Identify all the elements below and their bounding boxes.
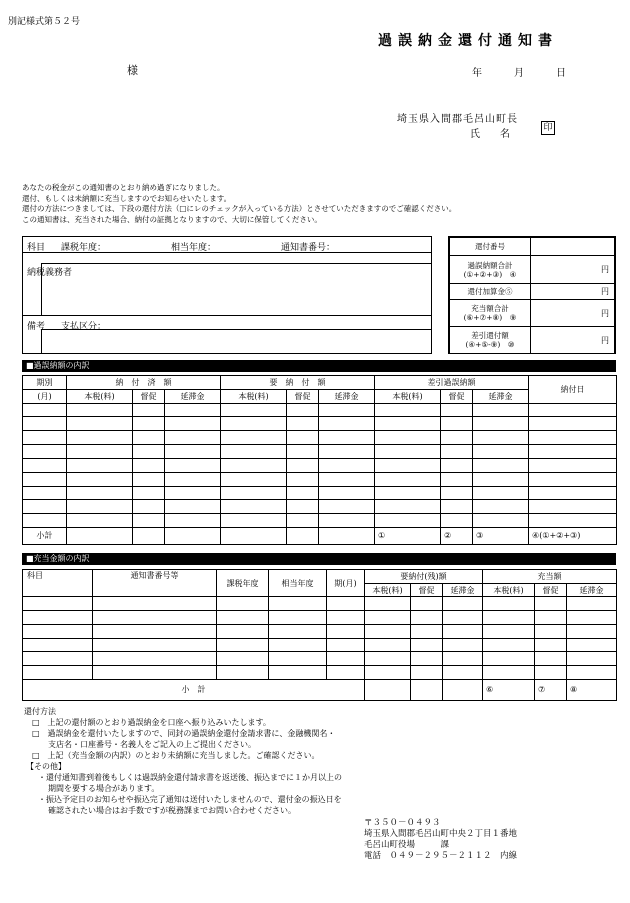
refund-add-label: 還付加算金⑤ <box>450 284 531 300</box>
paid-header: 納 付 済 額 <box>67 376 221 390</box>
taxpayer-label: 納税義務者 <box>27 268 73 278</box>
col-tokusoku: 督促 <box>411 583 443 597</box>
col-tokusoku: 督促 <box>133 389 165 403</box>
intro-line: 還付、もしくは未納額に充当しますのでお知らせいたします。 <box>22 193 232 203</box>
contact-address: 埼玉県入間郡毛呂山町中央２丁目１番地 <box>364 829 518 839</box>
table-row <box>23 486 617 500</box>
other-notes-title: 【その他】 <box>26 762 66 771</box>
method-option-claim-detail: 支店名・口座番号・名義人をご記入の上ご提出ください。 <box>48 740 256 749</box>
kago-breakdown-header: ■過誤納額の内訳 <box>22 360 616 372</box>
subtotal-row <box>23 527 617 544</box>
contact-zip: 〒３５０－０４９３ <box>364 818 441 828</box>
notice-number-label: 通知書番号： <box>281 243 336 253</box>
date-year: 年 <box>472 68 482 79</box>
net-refund-label: 差引還付額 (④+⑤-⑨) ⑩ <box>450 327 531 354</box>
period-header: 期別 <box>23 376 67 390</box>
refund-methods <box>24 706 614 816</box>
table-row <box>23 514 617 528</box>
table-row <box>23 638 617 652</box>
note-line: 確認されたい場合はお手数ですが税務課までお問い合わせください。 <box>48 806 296 815</box>
table-row <box>23 597 617 611</box>
table-row <box>23 472 617 486</box>
table-row <box>23 403 617 417</box>
remarks-label: 備考 <box>27 322 46 332</box>
mark-6: ⑥ <box>483 679 535 700</box>
col-main: 本税(料) <box>221 389 287 403</box>
table-row <box>23 445 617 459</box>
col-main: 本税(料) <box>365 583 411 597</box>
method-option-transfer[interactable]: □ 上記の還付額のとおり過誤納金を口座へ振り込みいたします。 <box>32 718 271 727</box>
kamoku-header: 科目 <box>23 570 93 597</box>
jutou-breakdown-table <box>22 569 617 701</box>
mark-7: ⑦ <box>535 679 567 700</box>
col-main: 本税(料) <box>67 389 133 403</box>
issuer-name-label: 氏 名 <box>470 129 510 140</box>
period-header: 期(月) <box>327 570 365 597</box>
refund-number-value <box>531 238 615 256</box>
date-month: 月 <box>514 68 524 79</box>
table-row <box>23 652 617 666</box>
table-row <box>23 624 617 638</box>
table-row <box>23 431 617 445</box>
notice-number-header: 通知書番号等 <box>93 570 217 597</box>
intro-line: 還付の方法につきましては、下段の還付方法（□にレのチェックが入っている方法）とさせていただきますのでご確認ください。 <box>22 204 457 213</box>
subtotal-label: 小 計 <box>23 679 365 700</box>
form-number: 別記様式第５２号 <box>8 17 81 27</box>
document-title: 過誤納金還付通知書 <box>378 33 558 49</box>
contact-phone: 電話 ０４９－２９５－２１１２ 内線 <box>364 851 518 861</box>
col-tokusoku: 督促 <box>287 389 319 403</box>
col-tokusoku: 督促 <box>535 583 567 597</box>
col-delay: 延滞金 <box>473 389 529 403</box>
contact-info <box>364 818 517 862</box>
month-header: (月) <box>23 389 67 403</box>
method-option-jutou[interactable]: □ 上記（充当金額の内訳）のとおり未納額に充当しました。ご確認ください。 <box>32 751 320 760</box>
jutou-header: 充当額 <box>483 570 617 584</box>
table-row <box>23 500 617 514</box>
intro-line: あなたの税金がこの通知書のとおり納め過ぎになりました。 <box>22 183 225 192</box>
kago-total-yen: 円 <box>531 256 615 284</box>
issue-date <box>446 64 566 79</box>
intro-text <box>22 183 622 225</box>
required-header: 要 納 付 額 <box>221 376 375 390</box>
col-delay: 延滞金 <box>319 389 375 403</box>
contact-office: 毛呂山町役場 課 <box>364 840 450 850</box>
taxpayer-info-box <box>22 236 432 354</box>
kamoku-label: 科目 <box>27 243 46 253</box>
table-row <box>23 458 617 472</box>
recipient-honorific: 様 <box>127 64 138 77</box>
jutou-breakdown-header: ■充当金額の内訳 <box>22 553 616 565</box>
note-line: ・還付通知書到着後もしくは過誤納金還付請求書を返送後、振込までに１か月以上の <box>38 773 342 782</box>
jutou-total-label: 充当額合計 (⑥+⑦+⑧) ⑨ <box>450 300 531 327</box>
subtotal-label: 小計 <box>23 527 67 544</box>
col-main: 本税(料) <box>375 389 441 403</box>
payment-class-label: 支払区分： <box>61 322 107 332</box>
subtotal-row <box>23 679 617 700</box>
col-delay: 延滞金 <box>165 389 221 403</box>
mark-3: ③ <box>473 527 529 544</box>
diff-header: 差引過誤納額 <box>375 376 529 390</box>
mark-4: ④(①+②+③) <box>529 527 617 544</box>
method-option-claim[interactable]: □ 過誤納金を還付いたしますので、同封の過誤納金還付金請求書に、金融機関名・ <box>32 729 336 738</box>
col-tokusoku: 督促 <box>441 389 473 403</box>
paid-date-header: 納付日 <box>529 376 617 404</box>
date-day: 日 <box>556 68 566 79</box>
note-line: 期間を要する場合があります。 <box>48 784 160 793</box>
table-row <box>23 417 617 431</box>
mark-8: ⑧ <box>567 679 617 700</box>
note-line: ・振込予定日のお知らせや振込完了通知は送付いたしませんので、還付金の振込日を <box>38 795 342 804</box>
jutou-year-header: 相当年度 <box>269 570 327 597</box>
methods-title: 還付方法 <box>24 707 56 716</box>
jutou-year-label: 相当年度： <box>171 243 217 253</box>
col-delay: 延滞金 <box>443 583 483 597</box>
mark-1: ① <box>375 527 441 544</box>
refund-number-label: 還付番号 <box>450 238 531 256</box>
required-remaining-header: 要納付(残)額 <box>365 570 483 584</box>
refund-add-yen: 円 <box>531 284 615 300</box>
issuer-title: 埼玉県入間郡毛呂山町長 <box>397 114 518 125</box>
tax-year-label: 課税年度： <box>61 243 107 253</box>
intro-line: この通知書は、充当された場合、納付の証拠となりますので、大切に保管してください。 <box>22 214 322 224</box>
kago-breakdown-table <box>22 375 617 545</box>
table-row <box>23 666 617 680</box>
col-main: 本税(料) <box>483 583 535 597</box>
col-delay: 延滞金 <box>567 583 617 597</box>
kago-total-label: 過誤納額合計 (①+②+③) ④ <box>450 256 531 284</box>
jutou-total-yen: 円 <box>531 300 615 327</box>
table-row <box>23 611 617 625</box>
net-refund-yen: 円 <box>531 327 615 354</box>
mark-2: ② <box>441 527 473 544</box>
refund-totals-box <box>448 236 616 354</box>
tax-year-header: 課税年度 <box>217 570 269 597</box>
seal-box: 印 <box>541 121 555 135</box>
